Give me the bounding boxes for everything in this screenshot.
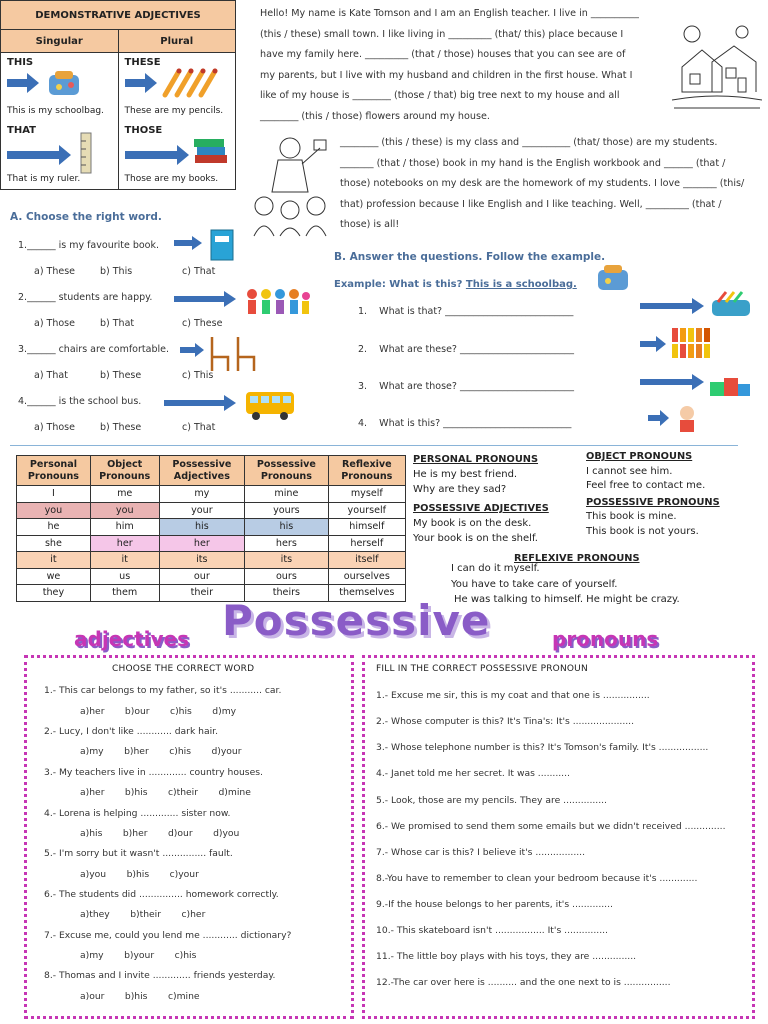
fill-item: 5.- Look, those are my pencils. They are ............... [376, 795, 607, 806]
table-cell: yourself [328, 502, 405, 519]
fill-item: 3.- Whose telephone number is this? It's Tomson's family. It's ................. [376, 742, 709, 753]
option: c)mine [167, 991, 200, 1002]
note-line: I can do it myself. [451, 563, 540, 574]
exercise-question: 2.- Lucy, I don't like ............ dark hair. [44, 726, 219, 737]
option: d)my [212, 706, 237, 717]
table-cell: his [159, 519, 245, 536]
demo-column-headers [1, 30, 235, 53]
demo-col-plural: Plural [119, 30, 236, 52]
option-b: b) These [100, 422, 142, 433]
option: a)his [80, 828, 103, 839]
note-line: Why are they sad? [413, 484, 507, 495]
exercise-options [80, 909, 205, 920]
table-row [17, 535, 406, 552]
arrow-icon [125, 73, 159, 93]
schoolbag-icon [45, 69, 85, 97]
story-line: like of my house is ________ (those / that) big tree next to my house and all [260, 90, 620, 102]
cell-this [1, 53, 119, 121]
exercise-question: 7.- Excuse me, could you lend me ............ dictionary? [44, 930, 292, 941]
fill-item: 4.- Janet told me her secret. It was ........... [376, 768, 570, 779]
choose-title: CHOOSE THE CORRECT WORD [112, 664, 255, 674]
exercise-question: 1.- This car belongs to my father, so it's ........... car. [44, 685, 282, 696]
table-cell: she [17, 535, 91, 552]
exercise-options [80, 787, 251, 798]
ruler-icon [75, 131, 97, 175]
table-cell: you [17, 502, 91, 519]
demo-title: DEMONSTRATIVE ADJECTIVES [1, 1, 235, 30]
table-cell: my [159, 486, 245, 503]
option: b)his [124, 787, 148, 798]
table-cell: their [159, 585, 245, 602]
divider [10, 445, 738, 446]
table-cell: themselves [328, 585, 405, 602]
banner-adjectives: adjectives [74, 627, 190, 651]
table-cell: ourselves [328, 568, 405, 585]
arrow-icon [640, 336, 668, 352]
option-c: c) That [182, 422, 216, 433]
story-line: my parents, but I live with my husband and children in the first house. What I [260, 69, 633, 81]
word-that: THAT [7, 125, 36, 136]
exercise-question: 4.- Lorena is helping ............. sister now. [44, 808, 231, 819]
note-line: You have to take care of yourself. [451, 578, 618, 590]
option: b)her [124, 746, 149, 757]
fill-item: 10.- This skateboard isn't ................. It's ............... [376, 925, 608, 936]
section-b-title: B. Answer the questions. Follow the example. [334, 251, 606, 263]
option: a)you [80, 869, 107, 880]
question-number: 4. [358, 418, 368, 429]
exercise-options [80, 706, 236, 717]
notes-right [586, 450, 720, 539]
table-cell: us [90, 568, 159, 585]
table-header-row [17, 456, 406, 486]
pencil-case-icon [706, 290, 756, 320]
story-line: ________ (this / these) is my class and __________ (that/ those) are my students. [340, 137, 718, 148]
option-c: c) This [182, 370, 214, 381]
table-cell: theirs [245, 585, 328, 602]
question-text: What are these? ________________________ [379, 344, 574, 355]
exercise-options [80, 950, 196, 961]
table-cell: me [90, 486, 159, 503]
table-cell: you [90, 502, 159, 519]
fill-item: 2.- Whose computer is this? It's Tina's: It's ..................... [376, 716, 635, 727]
table-cell: ours [245, 568, 328, 585]
demo-col-singular: Singular [1, 30, 119, 52]
option-b: b) That [100, 318, 135, 329]
possessive-pronouns-heading: POSSESSIVE PRONOUNS [586, 496, 720, 508]
story-line: those) is all! [340, 219, 400, 231]
question-number: 3. [358, 381, 368, 392]
house-drawing [672, 22, 762, 112]
teacher-drawing [250, 130, 332, 238]
exercise-options [80, 869, 199, 880]
fill-title: FILL IN THE CORRECT POSSESSIVE PRONOUN [376, 664, 588, 674]
option: c)your [169, 869, 199, 880]
option-a: a) Those [34, 422, 75, 433]
question-b4 [358, 418, 571, 429]
example-label: Example: What is this? [334, 279, 466, 290]
sentence-these: These are my pencils. [124, 106, 224, 116]
students-icon [244, 286, 310, 320]
exercise-question: 6.- The students did ............... homework correctly. [44, 889, 279, 900]
option: a)my [80, 950, 104, 961]
story-paragraph-1 [260, 4, 639, 128]
fill-item: 6.- We promised to send them some emails but we didn't received .............. [376, 821, 726, 832]
table-cell: its [159, 552, 245, 569]
option: c)her [181, 909, 206, 920]
boy-icon [674, 404, 700, 434]
option: b)your [124, 950, 155, 961]
option-c: c) That [182, 266, 216, 277]
option-a: a) Those [34, 318, 75, 329]
arrow-icon [7, 73, 41, 93]
pronoun-table [16, 455, 406, 602]
word-those: THOSE [124, 125, 163, 136]
question-number: 1. [358, 306, 368, 317]
long-arrow-icon [164, 395, 238, 411]
chairs-icon [206, 333, 262, 373]
word-this: THIS [7, 57, 34, 68]
table-cell: they [17, 585, 91, 602]
option: a)my [80, 746, 104, 757]
table-cell: I [17, 486, 91, 503]
example-line [334, 279, 577, 290]
note-line: Your book is on the shelf. [413, 533, 538, 544]
story-line: ________ (this / those) flowers around my house. [260, 110, 490, 122]
option: b)his [124, 991, 148, 1002]
fill-item: 8.-You have to remember to clean your bedroom because it's ............. [376, 873, 698, 884]
table-cell: it [17, 552, 91, 569]
question-text: What is this? ___________________________ [379, 418, 572, 429]
cell-that [1, 121, 119, 189]
question-b1 [358, 306, 573, 317]
long-arrow-icon [174, 291, 238, 307]
school-bus-icon [244, 386, 296, 422]
story-line: (this / these) small town. I like living in _________ (that/ this) place because I [260, 28, 624, 40]
table-cell: your [159, 502, 245, 519]
note-line: This book is mine. [586, 511, 677, 522]
exercise-question: 8.- Thomas and I invite ............. friends yesterday. [44, 970, 276, 981]
table-cell: herself [328, 535, 405, 552]
fill-item: 7.- Whose car is this? I believe it's ................. [376, 847, 586, 858]
table-cell: himself [328, 519, 405, 536]
header-object: Object Pronouns [90, 456, 159, 486]
exercise-question: 3.- My teachers live in ............. country houses. [44, 767, 263, 778]
reflexive-heading-text: REFLEXIVE PRONOUNS [514, 553, 640, 564]
sentence-this: This is my schoolbag. [7, 106, 104, 116]
option: b)their [130, 909, 162, 920]
banner-pronouns: pronouns [552, 627, 659, 651]
option: b)his [126, 869, 150, 880]
option: d)you [213, 828, 240, 839]
question-text: What are those? ________________________ [379, 381, 574, 392]
option: b)her [122, 828, 148, 839]
note-line: Feel free to contact me. [586, 480, 706, 491]
option-b: b) These [100, 370, 142, 381]
header-reflexive: Reflexive Pronouns [328, 456, 405, 486]
question-number: 2. [358, 344, 368, 355]
table-cell: its [245, 552, 328, 569]
option: b)our [124, 706, 150, 717]
option-a: a) That [34, 370, 68, 381]
table-cell: her [159, 535, 245, 552]
example-answer: This is a schoolbag. [465, 279, 577, 290]
note-line: This book is not yours. [586, 525, 699, 537]
exercise-options [80, 991, 200, 1002]
option: a)her [80, 706, 105, 717]
long-arrow-icon [640, 374, 706, 390]
cell-these [119, 53, 236, 121]
exercise-options [80, 746, 242, 757]
option-c: c) These [182, 318, 223, 329]
demo-row-near [1, 53, 235, 121]
long-arrow-icon [7, 145, 73, 165]
question-b3 [358, 381, 574, 392]
table-cell: itself [328, 552, 405, 569]
table-cell: her [90, 535, 159, 552]
header-personal: Personal Pronouns [17, 456, 91, 486]
cell-those [119, 121, 236, 189]
option: c)their [167, 787, 199, 798]
sentence-those: Those are my books. [124, 174, 219, 184]
story-paragraph-2 [340, 133, 744, 236]
table-cell: we [17, 568, 91, 585]
option: c)his [170, 706, 192, 717]
arrow-icon [180, 343, 206, 357]
fill-item: 1.- Excuse me sir, this is my coat and that one is ................ [376, 690, 650, 701]
demonstrative-adjectives-table [0, 0, 236, 190]
option: d)your [211, 746, 242, 757]
table-cell: hers [245, 535, 328, 552]
table-cell: them [90, 585, 159, 602]
fill-item: 11.- The little boy plays with his toys, they are ............... [376, 951, 637, 962]
option: a)they [80, 909, 110, 920]
long-arrow-icon [125, 145, 191, 165]
personal-pronouns-heading: PERSONAL PRONOUNS [413, 454, 539, 465]
table-cell: him [90, 519, 159, 536]
fill-item: 9.-If the house belongs to her parents, it's .............. [376, 899, 613, 910]
table-row [17, 568, 406, 585]
table-row [17, 486, 406, 503]
table-row [17, 552, 406, 569]
fill-item: 12.-The car over here is .......... and the one next to is ................ [376, 977, 671, 988]
question-b2 [358, 344, 574, 355]
long-arrow-icon [640, 298, 706, 314]
books-icon [191, 133, 231, 167]
table-row [17, 519, 406, 536]
table-cell: myself [328, 486, 405, 503]
story-line: _______ (that / those) book in my hand is the English workbook and ______ (that / [340, 157, 726, 169]
table-cell: he [17, 519, 91, 536]
sentence-that: That is my ruler. [7, 174, 81, 184]
note-line: I cannot see him. [586, 465, 673, 477]
banner-possessive: Possessive [222, 596, 491, 645]
option: d)mine [218, 787, 251, 798]
exercise-options [80, 828, 239, 839]
crayons-icon [670, 324, 718, 360]
option: c)his [169, 746, 191, 757]
note-line: He was talking to himself. He might be crazy. [454, 594, 680, 605]
demo-row-far [1, 121, 235, 189]
table-row [17, 502, 406, 519]
word-these: THESE [124, 57, 161, 68]
option: a)her [80, 787, 105, 798]
question-a3: 3.______ chairs are comfortable. [18, 344, 169, 355]
option: c)his [174, 950, 197, 961]
pencils-icon [159, 65, 223, 99]
object-pronouns-heading: OBJECT PRONOUNS [586, 451, 693, 462]
story-line: have my family here. _________ (that / those) houses that you can see are of [260, 49, 626, 61]
fill-in-possessive-box [362, 655, 755, 1019]
option-b: b) This [100, 266, 133, 277]
toy-blocks-icon [706, 370, 756, 400]
notes-left [413, 452, 549, 546]
note-line: My book is on the desk. [413, 518, 532, 529]
table-cell: our [159, 568, 245, 585]
option: a)our [80, 991, 105, 1002]
table-cell: his [245, 519, 328, 536]
exercise-question: 5.- I'm sorry but it wasn't ............... fault. [44, 848, 233, 859]
question-text: What is that? ___________________________ [379, 306, 574, 317]
arrow-icon [648, 410, 670, 426]
option-a: a) These [34, 266, 76, 277]
table-cell: it [90, 552, 159, 569]
table-cell: yours [245, 502, 328, 519]
header-possessive-adjectives: Possessive Adjectives [159, 456, 245, 486]
story-line: that) profession because I like English and I like teaching. Well, _________ (that / [340, 198, 722, 210]
note-line: He is my best friend. [413, 469, 518, 480]
possessive-adjectives-heading: POSSESSIVE ADJECTIVES [413, 503, 549, 514]
header-possessive-pronouns: Possessive Pronouns [245, 456, 328, 486]
question-a4: 4.______ is the school bus. [18, 396, 142, 407]
option: d)our [167, 828, 193, 839]
table-cell: mine [245, 486, 328, 503]
section-a-title: A. Choose the right word. [10, 211, 162, 223]
story-line: Hello! My name is Kate Tomson and I am an English teacher. I live in __________ [260, 8, 639, 19]
arrow-icon [174, 236, 204, 250]
story-line: those) notebooks on my desk are the homework of my students. I love _______ (this/ [340, 178, 745, 190]
question-a1: 1.______ is my favourite book. [18, 240, 160, 251]
book-icon [208, 228, 236, 262]
question-a2: 2.______ students are happy. [18, 292, 153, 303]
schoolbag-icon [594, 262, 634, 292]
